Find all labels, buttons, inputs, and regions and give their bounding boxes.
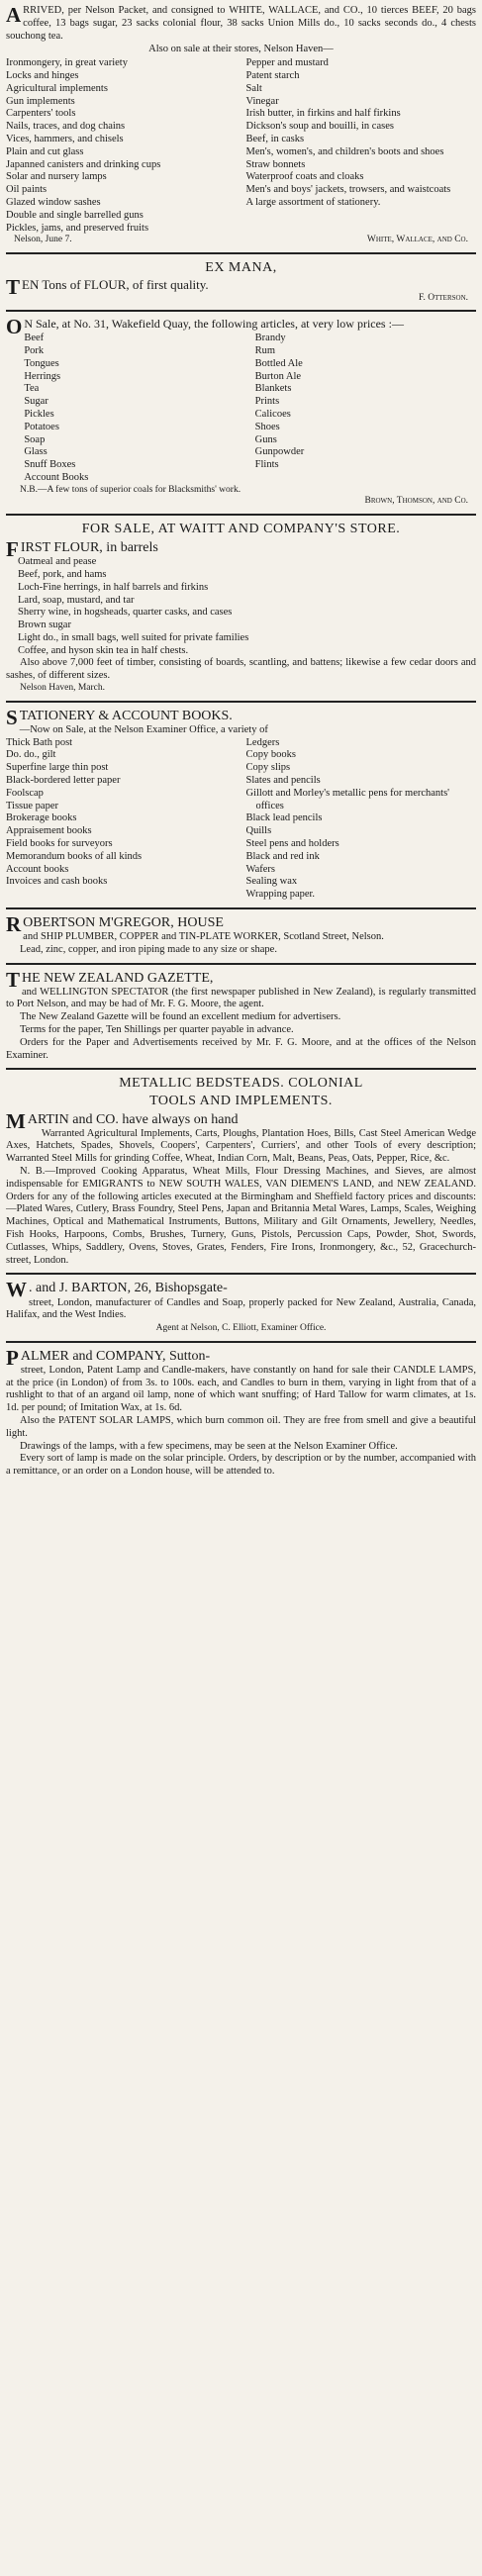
divider <box>6 1068 476 1070</box>
list-item: Black-bordered letter paper <box>6 774 121 786</box>
list-item: Plain and cut glass <box>6 145 84 157</box>
drop-cap: S <box>6 705 18 729</box>
list-item: Sherry wine, in hogsheads, quarter casks, and cases <box>18 607 233 619</box>
list-item: Vinegar <box>245 95 279 107</box>
list-item: Appraisement books <box>6 825 92 837</box>
divider <box>6 1341 476 1343</box>
list-item: Calicoes <box>254 409 291 421</box>
ad-date: Nelson, June 7. <box>14 235 72 245</box>
list-item: Brokerage books <box>6 812 77 824</box>
ad-waitt-store <box>6 518 476 699</box>
drop-cap: O <box>6 315 23 339</box>
divider <box>6 907 476 909</box>
list-item: Japanned canisters and drinking cups <box>6 158 161 170</box>
list-item: Loch-Fine herrings, in half barrels and firkins <box>18 581 209 593</box>
divider <box>6 1273 476 1275</box>
list-item: Blankets <box>254 383 292 395</box>
list-item: Invoices and cash books <box>6 876 108 888</box>
drop-cap: W <box>6 1278 27 1302</box>
ad-text: street, London, Patent Lamp and Candle-makers, have constantly on hand for sale their CANDLE LAMPS, at the price (in London) of from 3s. to 100s. each, and Candles to burn in them, varying in light from that of a rushlight to that of an argand oil lamp, none of which want snuffing; of Hard Tallow for warm climates, at 1s. 1d. per pound; of Imitation Wax, at 1s. 6d. <box>6 1364 476 1414</box>
ad-gazette <box>6 967 476 1067</box>
drop-cap: M <box>6 1108 26 1133</box>
list-item: Thick Bath post <box>6 736 73 748</box>
list-item: Carpenters' tools <box>6 108 76 120</box>
list-item: Gunpowder <box>254 446 305 458</box>
list-item: Potatoes <box>24 421 59 432</box>
list-item: Snuff Boxes <box>24 459 76 471</box>
list-item: Dickson's soup and bouilli, in cases <box>245 121 394 133</box>
ad-title: IRST FLOUR, in barrels <box>20 540 158 556</box>
list-item: Gun implements <box>6 95 75 107</box>
divider <box>6 310 476 312</box>
drop-cap: F <box>6 537 19 562</box>
items-right <box>246 57 477 235</box>
ad-heading: EX MANA, <box>205 259 277 275</box>
ad-ex-mana <box>6 256 476 309</box>
list-item: Pork <box>24 345 45 357</box>
ad-text: —Now on Sale, at the Nelson Examiner Office, a variety of <box>19 723 268 735</box>
ad-title: . and J. BARTON, 26, Bishopsgate- <box>29 1281 228 1296</box>
list-item: Slates and pencils <box>245 774 321 786</box>
list-item: Herrings <box>24 370 61 382</box>
list-item: Lard, soap, mustard, and tar <box>18 594 135 606</box>
list-item: Brown sugar <box>18 620 71 631</box>
list-item: Wafers <box>245 863 275 875</box>
list-item: Bottled Ale <box>254 357 303 369</box>
list-item: Copy books <box>245 749 296 761</box>
item-columns <box>6 737 476 902</box>
list-item: Gillott and Morley's metallic pens for merchants' offices <box>245 787 450 811</box>
ad-signature: White, Wallace, and Co. <box>366 235 468 245</box>
list-item: Steel pens and holders <box>245 837 339 849</box>
ad-text: Drawings of the lamps, with a few specimens, may be seen at the Nelson Examiner Office. <box>20 1440 398 1452</box>
divider <box>6 963 476 965</box>
ad-text: and WELLINGTON SPECTATOR (the first newspaper published in New Zealand), is regularly transmitted to Port Nelson, and may be had of Mr. F. G. Moore, the agent. <box>6 986 476 1010</box>
ad-text: and SHIP PLUMBER, COPPER and TIN-PLATE WORKER, Scotland Street, Nelson. <box>23 930 384 942</box>
ad-timber: Also above 7,000 feet of timber, consisting of boards, scantling, and battens; likewise a few cedar doors and sashes, of different sizes. <box>6 657 476 682</box>
list-item: Beef, in casks <box>245 133 305 144</box>
list-item: Solar and nursery lamps <box>6 171 107 183</box>
list-item: Tongues <box>24 357 59 369</box>
list-item: Irish butter, in firkins and half firkins <box>245 108 401 120</box>
list-item: Nails, traces, and dog chains <box>6 121 126 133</box>
list-item: Locks and hinges <box>6 69 79 81</box>
list-item: Glass <box>24 446 48 458</box>
list-item: Tissue paper <box>6 800 58 811</box>
drop-cap: P <box>6 1345 19 1370</box>
list-item: Men's and boys' jackets, trowsers, and waistcoats <box>245 184 451 196</box>
ad-text: street, London, manufacturer of Candles and Soap, properly packed for New Zealand, Australia, Canada, Halifax, and the West Indies. <box>6 1296 476 1321</box>
ad-signature-line <box>6 235 476 246</box>
list-item: Sugar <box>24 396 48 408</box>
list-item: Glazed window sashes <box>6 196 101 208</box>
list-item: Memorandum books of all kinds <box>6 850 143 862</box>
list-item: Vices, hammers, and chisels <box>6 133 124 144</box>
ad-text: EN Tons of FLOUR, of first quality. <box>22 277 209 292</box>
list-item: Shoes <box>254 421 280 432</box>
ad-heading: METALLIC BEDSTEADS. COLONIAL <box>119 1076 363 1092</box>
list-item: Field books for surveyors <box>6 837 113 849</box>
list-item: Double and single barrelled guns <box>6 209 144 221</box>
drop-cap: A <box>6 3 22 27</box>
ad-date: Nelson Haven, March. <box>20 683 106 694</box>
list-item: Beef, pork, and hams <box>18 568 107 580</box>
list-item: Flints <box>254 459 279 471</box>
ad-text: N Sale, at No. 31, Wakefield Quay, the following articles, at very low prices :— <box>24 317 404 332</box>
list-item: Pickles <box>24 409 54 421</box>
ad-martin <box>6 1072 476 1271</box>
item-columns <box>6 57 476 235</box>
items-right <box>246 737 477 902</box>
list-item: Men's, women's, and children's boots and shoes <box>245 145 444 157</box>
list-item: Copy slips <box>245 762 291 774</box>
ad-terms: Terms for the paper, Ten Shillings per quarter payable in advance. <box>20 1024 294 1036</box>
ad-text: Every sort of lamp is made on the solar principle. Orders, by description or by the number, accompanied with a remittance, or an order on a London house, will be attended to. <box>6 1453 476 1478</box>
list-item: Quills <box>245 825 272 837</box>
list-item: Rum <box>254 345 276 357</box>
list-item: Waterproof coats and cloaks <box>245 171 364 183</box>
list-item: Black and red ink <box>245 850 320 862</box>
list-item: Burton Ale <box>254 370 302 382</box>
ad-title: HE NEW ZEALAND GAZETTE, <box>22 970 214 986</box>
ad-signature: F. Otterson. <box>418 292 468 303</box>
list-item: Prints <box>254 396 280 408</box>
list-item: Tea <box>24 383 40 395</box>
list-item: Guns <box>254 433 277 445</box>
list-item: Coffee, and hyson skin tea in half chests. <box>18 644 189 656</box>
item-columns <box>24 333 476 485</box>
ad-stationery <box>6 705 476 906</box>
list-item: Oatmeal and pease <box>18 556 97 568</box>
list-item: Light do., in small bags, well suited for private families <box>18 631 249 643</box>
ad-nelson-packet <box>6 2 476 250</box>
list-item: Patent starch <box>245 69 300 81</box>
drop-cap: T <box>6 275 21 299</box>
list-item: Ledgers <box>245 736 280 748</box>
items-left <box>6 57 237 235</box>
divider <box>6 514 476 516</box>
items-left <box>24 333 244 485</box>
ad-agent: Agent at Nelson, C. Elliott, Examiner Office. <box>155 1323 327 1334</box>
ad-title: ARTIN and CO. have always on hand <box>27 1111 239 1127</box>
divider <box>6 252 476 254</box>
list-item: Pickles, jams, and preserved fruits <box>6 222 149 234</box>
items-list <box>6 556 476 657</box>
list-item: Wrapping paper. <box>245 889 316 901</box>
ad-intro: RRIVED, per Nelson Packet, and consigned to WHITE, WALLACE, and CO., 10 tierces BEEF, 20 bags coffee, 13 bags sugar, 23 sacks colonial flour, 38 sacks Union Mills do., 10 sacks seconds do., 4 chests souchong tea. <box>6 5 476 42</box>
list-item: Salt <box>245 82 262 94</box>
list-item: Account Books <box>24 472 89 483</box>
ad-heading: TOOLS AND IMPLEMENTS. <box>149 1093 333 1108</box>
list-item: Beef <box>24 333 45 344</box>
ad-title: TATIONERY & ACCOUNT BOOKS. <box>19 708 233 723</box>
list-item: Brandy <box>254 333 286 344</box>
ad-text: N. B.—Improved Cooking Apparatus, Wheat Mills, Flour Dressing Machines, and Sieves, are almost indispensable for EMIGRANTS to NEW SOUTH WALES, VAN DIEMEN'S LAND, and NEW ZEALAND. Orders for any of the following articles executed at the Birmingham and Sheffield factory prices and discounts:—Plated Wares, Cutlery, Brass Foundry, Steel Pens, Japan and Britannia Metal Wares, Lamps, Scales, Weighing Machines, Optical and Mathematical Instruments, Buttons, Military and Gilt Ornaments, Jewellery, Needles, Fish Hooks, Harpoons, Combs, Brushes, Turnery, Guns, Pistols, Percussion Caps, Powder, Shot, Swords, Cutlasses, Whips, Saddlery, Ovens, Stoves, Grates, Fenders, Fire Irons, Ironmongery, &c., 52, Gracechurch-street, London. <box>6 1166 476 1266</box>
ad-text: Also the PATENT SOLAR LAMPS, which burn common oil. They are free from smell and give a beautiful light. <box>6 1414 476 1439</box>
drop-cap: R <box>6 911 22 936</box>
ad-palmer <box>6 1345 476 1482</box>
divider <box>6 701 476 703</box>
ad-barton <box>6 1277 476 1338</box>
list-item: Do. do., gilt <box>6 749 56 761</box>
ad-text: Warranted Agricultural Implements, Carts, Ploughs, Plantation Hoes, Bills, Cast Steel American Wedge Axes, Hatchets, Spades, Shovels, Coopers', Carpenters', Curriers', and other Tools of every description; Warranted Steel Mills for grinding Coffee, Wheat, Indian Corn, Malt, Beans, Peas, Oats, Pepper, Rice, &c. <box>6 1127 476 1165</box>
list-item: Pepper and mustard <box>245 57 329 69</box>
list-item: Oil paints <box>6 184 48 196</box>
ad-title: ALMER and COMPANY, Sutton- <box>20 1348 211 1364</box>
ad-heading: FOR SALE, AT WAITT AND COMPANY'S STORE. <box>81 521 401 536</box>
list-item: Black lead pencils <box>245 812 323 824</box>
list-item: Straw bonnets <box>245 158 306 170</box>
ad-wakefield-quay <box>6 314 476 512</box>
list-item: A large assortment of stationery. <box>245 196 381 208</box>
list-item: Soap <box>24 433 46 445</box>
drop-cap: T <box>6 967 21 992</box>
ad-mgregor <box>6 911 476 961</box>
ad-orders: Orders for the Paper and Advertisements received by Mr. F. G. Moore, and at the offices of the Nelson Examiner. <box>6 1036 476 1061</box>
list-item: Superfine large thin post <box>6 762 109 774</box>
items-left <box>6 737 237 902</box>
list-item: Foolscap <box>6 787 44 799</box>
list-item: Agricultural implements <box>6 82 108 94</box>
ad-lead: Lead, zinc, copper, and iron piping made to any size or shape. <box>20 943 277 955</box>
list-item: Account books <box>6 863 69 875</box>
list-item: Sealing wax <box>245 876 298 888</box>
items-right <box>255 333 476 485</box>
ad-title: OBERTSON M'GREGOR, HOUSE <box>23 914 224 930</box>
list-item: Ironmongery, in great variety <box>6 57 128 69</box>
ad-note: N.B.—A few tons of superior coals for Blacksmiths' work. <box>20 484 241 495</box>
ad-signature: Brown, Thomson, and Co. <box>364 496 468 507</box>
ad-medium: The New Zealand Gazette will be found an excellent medium for advertisers. <box>20 1011 341 1023</box>
ad-also: Also on sale at their stores, Nelson Haven— <box>148 44 334 55</box>
